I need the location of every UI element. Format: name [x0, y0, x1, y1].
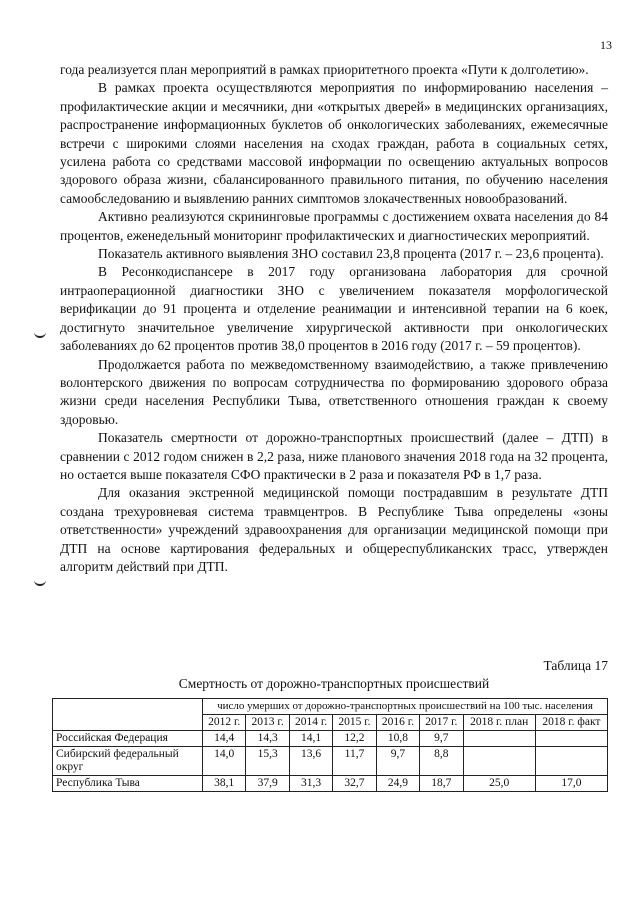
- mortality-table: [52, 698, 608, 792]
- table-cell: 13,6: [289, 747, 332, 776]
- table-cell: 14,3: [246, 731, 289, 747]
- table-title: Смертность от дорожно-транспортных происшествий: [178, 676, 490, 691]
- table-cell: 18,7: [420, 776, 463, 792]
- paragraph: Для оказания экстренной медицинской помощи пострадавшим в результате ДТП создана трехуровневая система травмцентров. В Республике Тыва определены «зоны ответственности» учреждений здравоохранения для организации медицинской помощи при ДТП на основе картирования федеральных и общереспубликанских трасс, утвержден алгоритм действий при ДТП.: [60, 485, 608, 574]
- table-cell: 15,3: [246, 747, 289, 776]
- table-cell: 37,9: [246, 776, 289, 792]
- table-cell: 11,7: [333, 747, 376, 776]
- table-corner-cell: [53, 699, 203, 731]
- column-header: 2015 г.: [333, 715, 376, 731]
- column-header: 2012 г.: [203, 715, 246, 731]
- table-label: Таблица 17: [543, 658, 608, 673]
- paragraph: Показатель активного выявления ЗНО составил 23,8 процента (2017 г. – 23,6 процента).: [98, 246, 604, 262]
- table-cell: 38,1: [203, 776, 246, 792]
- page-number: 13: [600, 38, 612, 52]
- table-cell: 31,3: [289, 776, 332, 792]
- paragraph: Продолжается работа по межведомственному взаимодействию, а также привлечению волонтерского движения по вопросам сотрудничества по формированию здорового образа жизни среди населения Республики Тыва, ответственного отношения граждан к своему здоровью.: [60, 356, 608, 427]
- margin-check-mark: [34, 330, 46, 338]
- row-region: Российская Федерация: [53, 731, 203, 747]
- paragraph: Активно реализуются скрининговые программы с достижением охвата населения до 84 процентов, еженедельный мониторинг профилактических и диагностических мероприятий.: [60, 209, 608, 243]
- table-header-row: [53, 699, 608, 715]
- paragraph: В Ресонкодиспансере в 2017 году организована лаборатория для срочной интраоперационной диагностики ЗНО с увеличением показателя морфологической верификации до 91 процента и отделение реанимации и интенсивной терапии на 6 коек, достигнуто значительное увеличение хирургической активности при онкологических заболеваниях до 62 процентов против 38,0 процентов в 2016 году (2017 г. – 59 процентов).: [60, 264, 608, 354]
- table-group-header: число умерших от дорожно-транспортных происшествий на 100 тыс. населения: [203, 699, 608, 715]
- table-cell: 32,7: [333, 776, 376, 792]
- table-cell: 9,7: [376, 747, 419, 776]
- table-cell: [535, 747, 607, 776]
- column-header: 2018 г. план: [463, 715, 535, 731]
- table-cell: [463, 731, 535, 747]
- table-cell: 14,1: [289, 731, 332, 747]
- column-header: 2014 г.: [289, 715, 332, 731]
- table-cell: 14,0: [203, 747, 246, 776]
- column-header: 2016 г.: [376, 715, 419, 731]
- table-cell: [535, 731, 607, 747]
- body-text: [60, 61, 608, 576]
- margin-check-mark: [34, 578, 46, 586]
- row-region: Республика Тыва: [53, 776, 203, 792]
- paragraph: Показатель смертности от дорожно-транспортных происшествий (далее – ДТП) в сравнении с 2012 годом снижен в 2,2 раза, ниже планового значения 2018 года на 32 процента, но остается выше показателя СФО практически в 2 раза и показателя РФ в 1,7 раза.: [60, 430, 608, 482]
- table-row: [53, 747, 608, 776]
- row-region: Сибирский федеральный округ: [53, 747, 203, 776]
- paragraph: года реализуется план мероприятий в рамках приоритетного проекта «Пути к долголетию».: [60, 62, 589, 77]
- table-cell: 14,4: [203, 731, 246, 747]
- column-header: 2018 г. факт: [535, 715, 607, 731]
- table-cell: 24,9: [376, 776, 419, 792]
- table-cell: 8,8: [420, 747, 463, 776]
- table-cell: 10,8: [376, 731, 419, 747]
- column-header: 2017 г.: [420, 715, 463, 731]
- table-row: [53, 731, 608, 747]
- table-cell: 25,0: [463, 776, 535, 792]
- table-cell: 9,7: [420, 731, 463, 747]
- table-cell: [463, 747, 535, 776]
- column-header: 2013 г.: [246, 715, 289, 731]
- table-row: [53, 776, 608, 792]
- table-cell: 12,2: [333, 731, 376, 747]
- paragraph: В рамках проекта осуществляются мероприятия по информированию населения – профилактические акции и месячники, дни «открытых дверей» в медицинских организациях, распространение информационных буклетов об онкологических заболеваниях, ежемесячные встречи с широкими слоями населения на сходах граждан, работа в социальных сетях, усилена работа со средствами массовой информации по освещению актуальных вопросов здорового образа жизни, сбалансированного правильного питания, по обучению населения самообследованию и выявлению ранних симптомов злокачественных новообразований.: [60, 80, 608, 206]
- table-cell: 17,0: [535, 776, 607, 792]
